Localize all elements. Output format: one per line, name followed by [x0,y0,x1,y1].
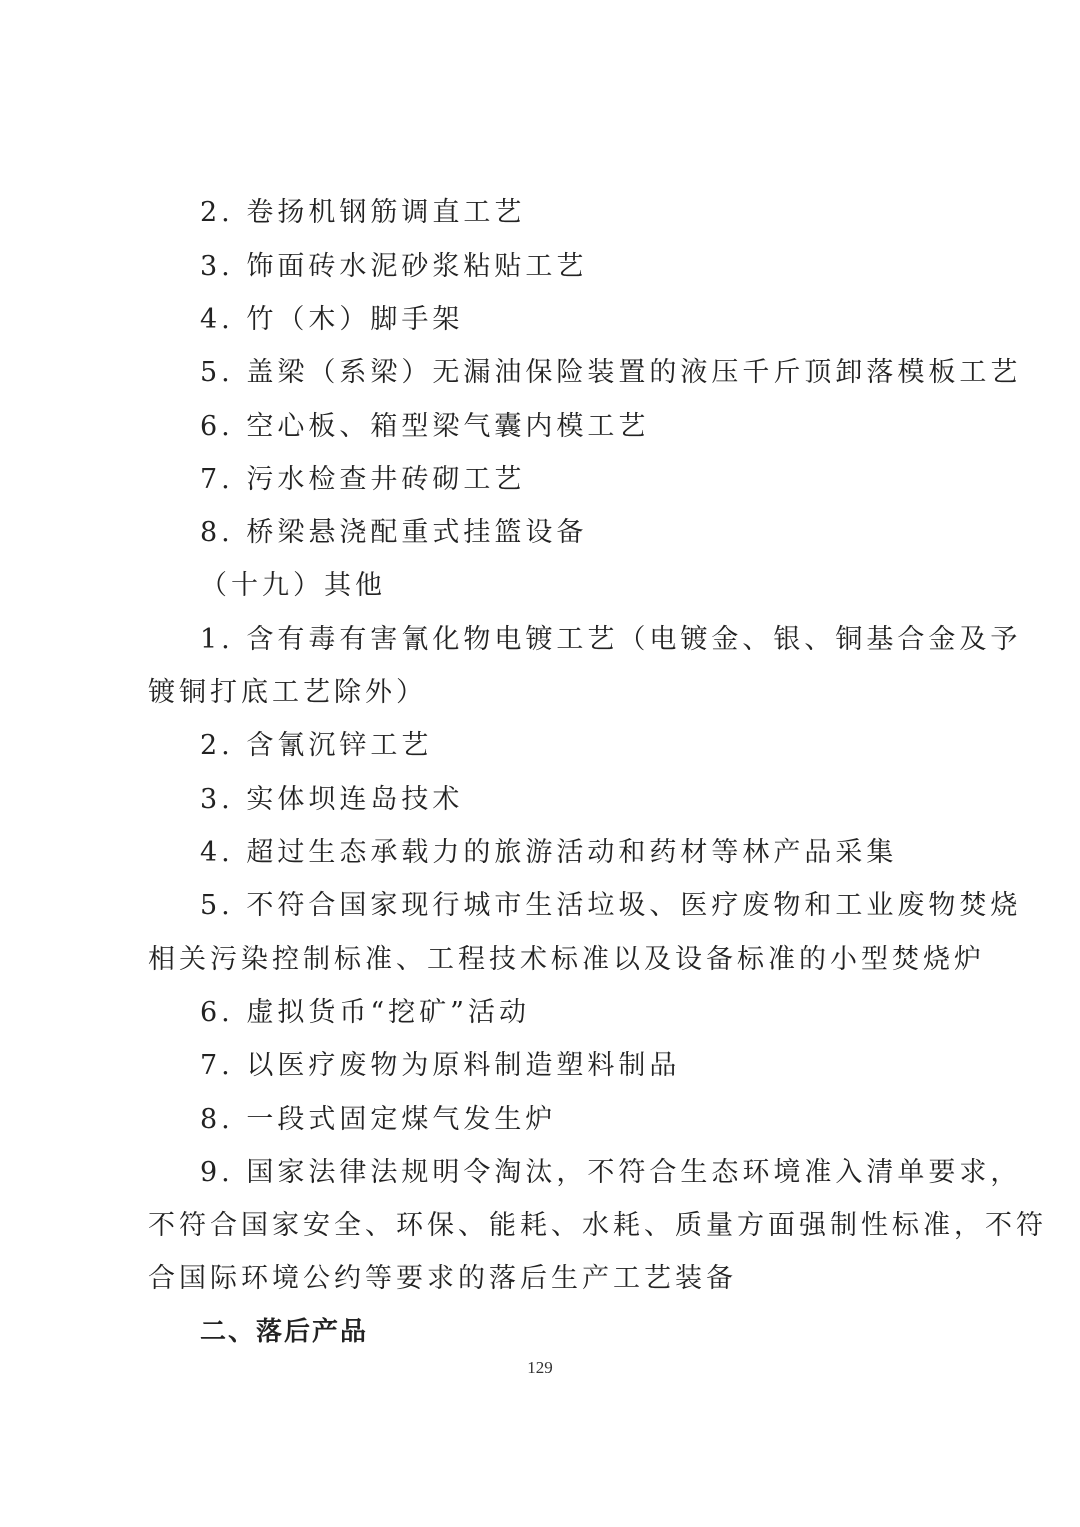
list-item: 9. 国家法律法规明令淘汰，不符合生态环境准入清单要求， [200,1157,1022,1188]
list-item: 8. 桥梁悬浇配重式挂篮设备 [200,517,588,548]
list-item: 7. 污水检查井砖砌工艺 [200,464,526,495]
list-item: 2. 含氰沉锌工艺 [200,730,433,761]
list-item: 3. 实体坝连岛技术 [200,784,464,815]
section-heading: 二、落后产品 [200,1317,369,1347]
list-item: 3. 饰面砖水泥砂浆粘贴工艺 [200,251,588,282]
list-item: 6. 虚拟货币“挖矿”活动 [200,997,530,1028]
list-item: 2. 卷扬机钢筋调直工艺 [200,197,526,228]
list-item: 8. 一段式固定煤气发生炉 [200,1104,557,1135]
list-item-continuation: 合国际环境公约等要求的落后生产工艺装备 [148,1263,737,1294]
list-item: 5. 盖梁（系梁）无漏油保险装置的液压千斤顶卸落模板工艺 [200,357,1022,388]
list-item-continuation: 不符合国家安全、环保、能耗、水耗、质量方面强制性标准，不符 [148,1210,1047,1241]
section-heading: （十九）其他 [200,570,386,601]
list-item: 4. 超过生态承载力的旅游活动和药材等林产品采集 [200,837,898,868]
list-item: 7. 以医疗废物为原料制造塑料制品 [200,1050,681,1081]
list-item: 5. 不符合国家现行城市生活垃圾、医疗废物和工业废物焚烧 [200,890,1022,921]
list-item-continuation: 镀铜打底工艺除外） [148,677,427,708]
list-item: 4. 竹（木）脚手架 [200,304,464,335]
page-number: 129 [527,1358,553,1377]
list-item: 6. 空心板、箱型梁气囊内模工艺 [200,411,650,442]
list-item: 1. 含有毒有害氰化物电镀工艺（电镀金、银、铜基合金及予 [200,624,1022,655]
list-item-continuation: 相关污染控制标准、工程技术标准以及设备标准的小型焚烧炉 [148,944,985,975]
